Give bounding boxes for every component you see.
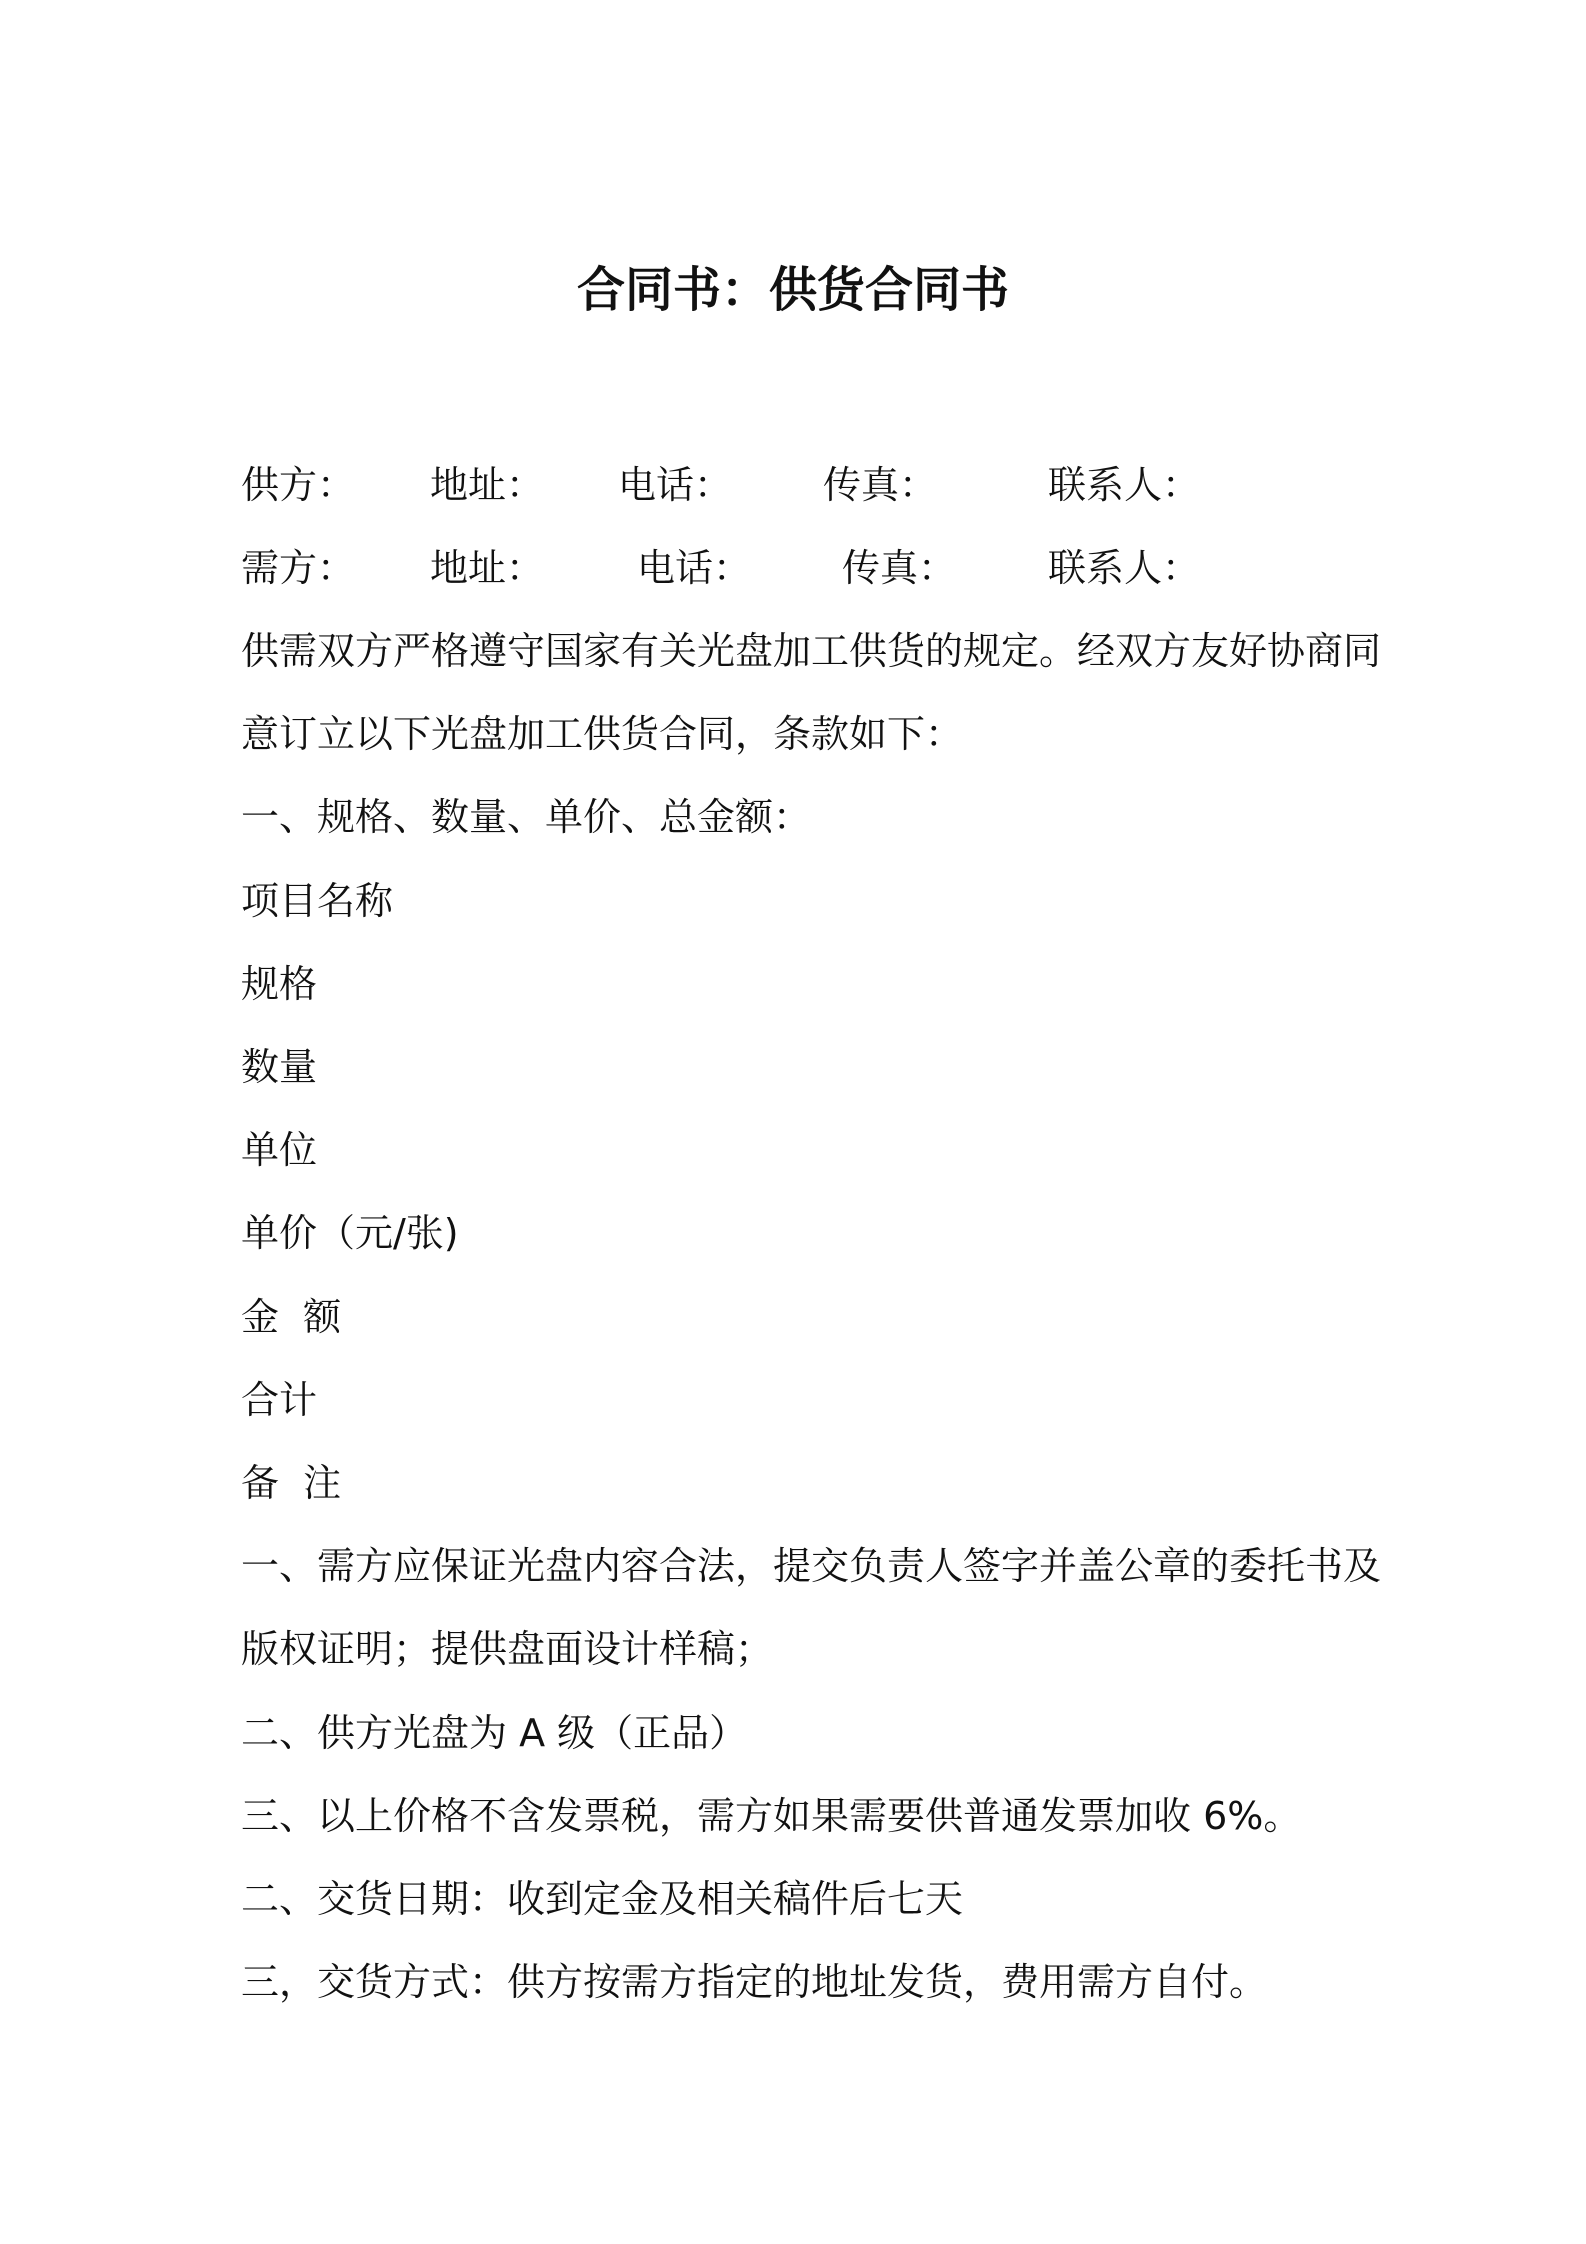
note-1-line-1: 一、需方应保证光盘内容合法，提交负责人签字并盖公章的委托书及 <box>241 1544 1382 1588</box>
document-title: 合同书：供货合同书 <box>576 262 1009 318</box>
label-remarks: 备 注 <box>241 1461 342 1505</box>
label-spec: 规格 <box>241 962 318 1006</box>
buyer-address-label: 地址： <box>430 546 545 590</box>
supplier-fax-label: 传真： <box>823 463 938 507</box>
section-2-delivery-date: 二、交货日期：收到定金及相关稿件后七天 <box>241 1877 964 1921</box>
supplier-phone-label: 电话： <box>618 463 733 507</box>
buyer-contact-label: 联系人： <box>1048 546 1201 590</box>
label-unit: 单位 <box>241 1128 318 1172</box>
section-1-heading: 一、规格、数量、单价、总金额： <box>241 795 812 839</box>
label-item-name: 项目名称 <box>241 879 394 923</box>
supplier-contact-label: 联系人： <box>1048 463 1201 507</box>
section-3-delivery-method: 三，交货方式：供方按需方指定的地址发货，费用需方自付。 <box>241 1960 1268 2004</box>
label-total: 合计 <box>241 1378 318 1422</box>
label-unit-price: 单价（元/张) <box>241 1211 459 1255</box>
buyer-phone-label: 电话： <box>637 546 752 590</box>
supplier-address-label: 地址： <box>430 463 545 507</box>
intro-line-2: 意订立以下光盘加工供货合同，条款如下： <box>241 712 964 756</box>
buyer-fax-label: 传真： <box>842 546 957 590</box>
note-1-line-2: 版权证明；提供盘面设计样稿； <box>241 1627 774 1671</box>
intro-line-1: 供需双方严格遵守国家有关光盘加工供货的规定。经双方友好协商同 <box>241 629 1382 673</box>
supplier-party-label: 供方： <box>241 463 356 507</box>
note-3: 三、以上价格不含发票税，需方如果需要供普通发票加收 6%。 <box>241 1794 1302 1838</box>
buyer-party-label: 需方： <box>241 546 356 590</box>
label-quantity: 数量 <box>241 1045 318 1089</box>
note-2: 二、供方光盘为 A 级（正品） <box>241 1711 748 1755</box>
label-amount: 金 额 <box>241 1295 342 1339</box>
